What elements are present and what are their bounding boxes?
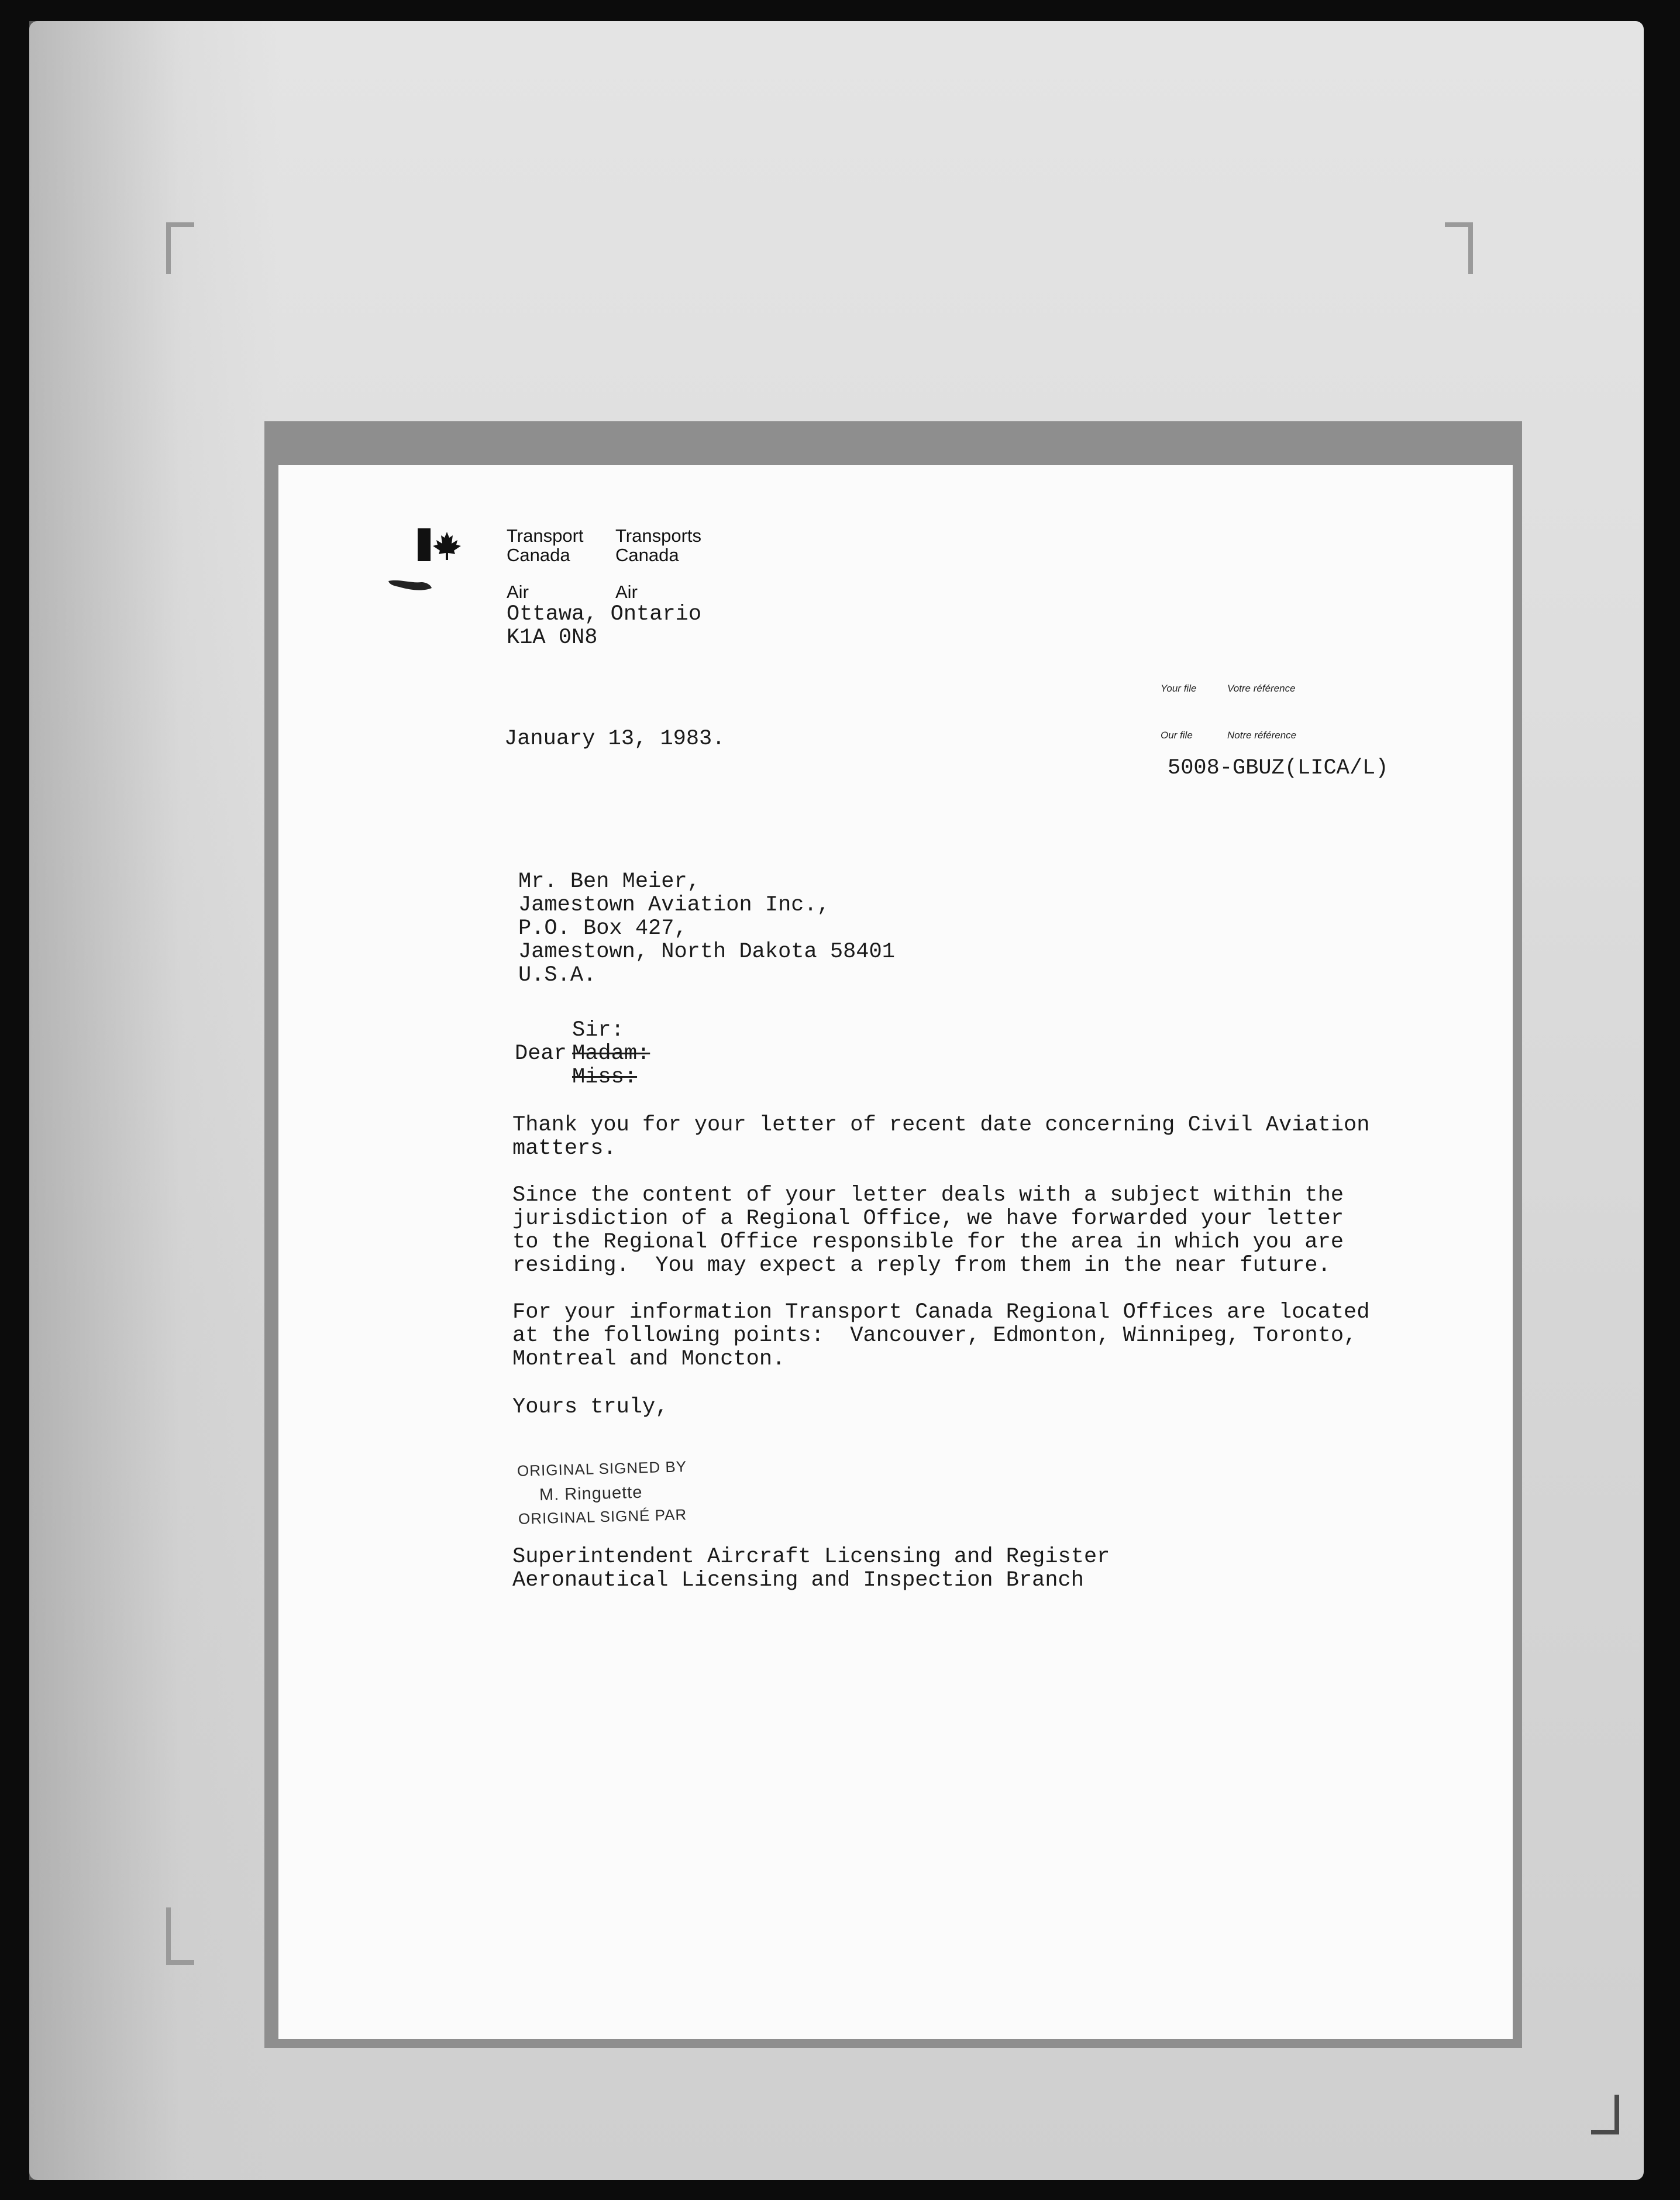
salutation-sir: Sir: <box>572 1018 624 1043</box>
our-file-label-en: Our file <box>1161 730 1193 741</box>
your-file-label-fr: Votre référence <box>1227 683 1296 694</box>
dept-name-en: Transport Canada <box>507 525 584 565</box>
signatory-title: Superintendent Aircraft Licensing and Register <box>512 1545 1110 1569</box>
salutation-dear: Dear <box>515 1041 567 1066</box>
salutation-miss-struck: Miss: <box>572 1065 638 1089</box>
signature-stamp-line-1: ORIGINAL SIGNED BY <box>517 1458 687 1480</box>
recipient-line-3: P.O. Box 427, <box>518 916 687 941</box>
our-file-label-fr: Notre référence <box>1227 730 1297 741</box>
recipient-line-5: U.S.A. <box>518 963 597 988</box>
letter-date: January 13, 1983. <box>504 727 725 751</box>
recipient-line-2: Jamestown Aviation Inc., <box>518 893 830 917</box>
signature-stamp-line-3: ORIGINAL SIGNÉ PAR <box>518 1505 687 1528</box>
canada-flag-icon <box>418 528 464 561</box>
body-paragraph-1: Thank you for your letter of recent date concerning Civil Aviation matters. <box>512 1113 1370 1161</box>
crop-mark-top-left <box>166 222 194 274</box>
crop-mark-bottom-left <box>166 1907 194 1965</box>
salutation-madam-struck: Madam: <box>572 1041 650 1066</box>
branch-en: Air <box>507 582 529 602</box>
body-paragraph-2: Since the content of your letter deals with a subject within the jurisdiction of a Regional Office, we have forwarded your letter to the Regional Office responsible for the area in which you are residing. You may expect a reply from them in the near future. <box>512 1183 1344 1278</box>
file-number: 5008-GBUZ(LICA/L) <box>1168 756 1389 781</box>
closing: Yours truly, <box>512 1395 669 1419</box>
branch-fr: Air <box>615 582 638 602</box>
signatory-branch: Aeronautical Licensing and Inspection Branch <box>512 1568 1084 1593</box>
signature-stamp-name: M. Ringuette <box>539 1483 643 1505</box>
recipient-line-1: Mr. Ben Meier, <box>518 869 700 894</box>
dept-name-fr: Transports Canada <box>615 525 702 565</box>
crop-mark-bottom-right <box>1591 2095 1619 2134</box>
sender-postal-code: K1A 0N8 <box>507 625 598 650</box>
ink-blot-icon <box>387 578 434 594</box>
your-file-label-en: Your file <box>1161 683 1197 694</box>
crop-mark-top-right <box>1445 222 1473 274</box>
recipient-line-4: Jamestown, North Dakota 58401 <box>518 940 895 964</box>
body-paragraph-3: For your information Transport Canada Regional Offices are located at the following points: Vancouver, Edmonton, Winnipeg, Toronto, Montreal and Moncton. <box>512 1300 1370 1371</box>
letter-page <box>278 465 1513 2039</box>
scan-shading <box>29 21 281 2180</box>
sender-city: Ottawa, Ontario <box>507 602 702 627</box>
